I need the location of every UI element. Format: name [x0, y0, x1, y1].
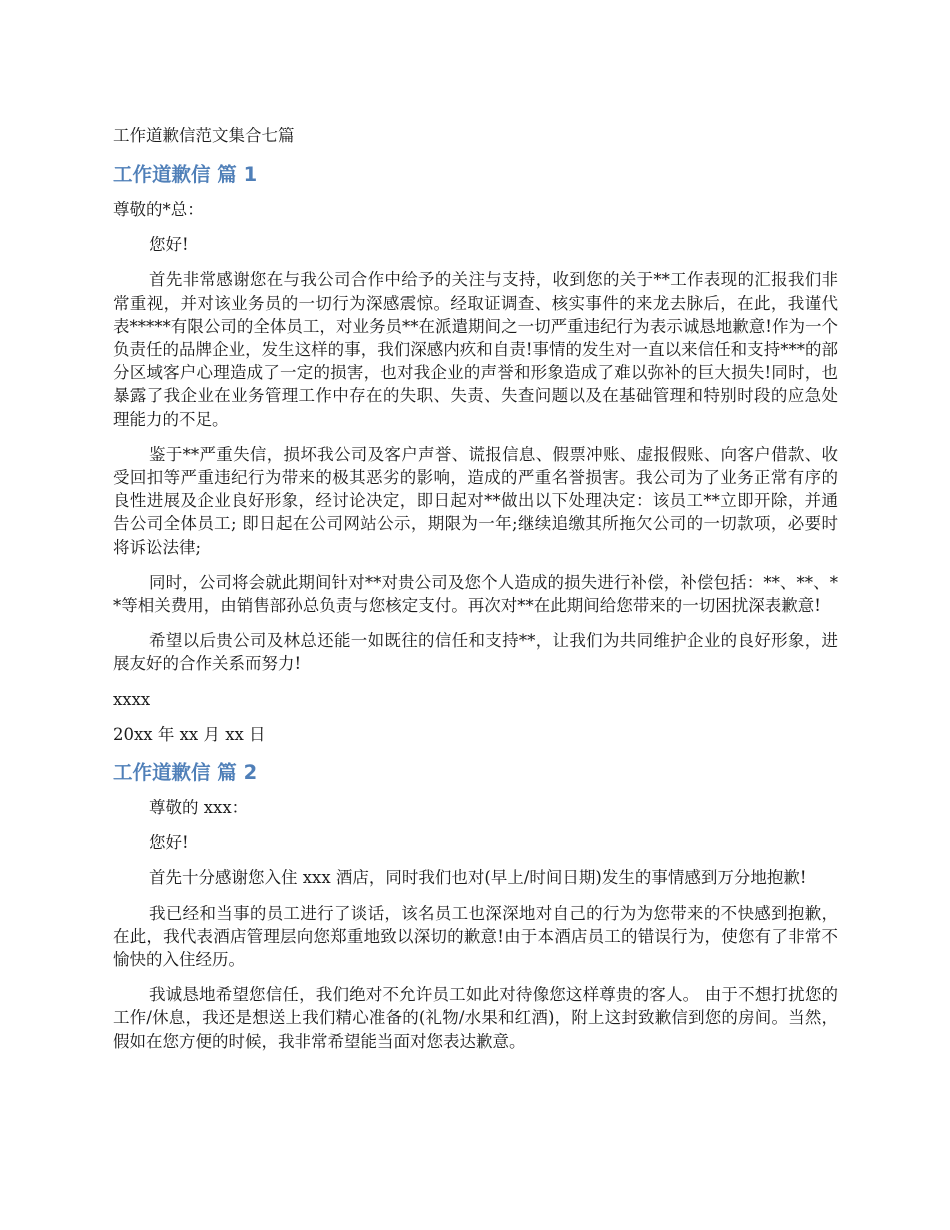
document-title: 工作道歉信范文集合七篇 [113, 126, 295, 145]
letter-paragraph: 鉴于**严重失信，损坏我公司及客户声誉、谎报信息、假票冲账、虚报假账、向客户借款、收受回扣等严重违纪行为带来的极其恶劣的影响，造成的严重名誉损害。我公司为了业务正常有序的良性进展及企业良好形象，经讨论决定，即日起对**做出以下处理决定：该员工**立即开除，并通告公司全体员工; 即日起在公司网站公示，期限为一年;继续追缴其所拖欠公司的一切款项，必要时将诉讼法律; [113, 444, 838, 557]
letter-section-2 [113, 760, 838, 1053]
letter-paragraph: 首先十分感谢您入住 xxx 酒店，同时我们也对(早上/时间日期)发生的事情感到万分地抱歉! [149, 868, 807, 888]
letter-greeting: 您好! [149, 833, 189, 853]
letter-salutation: 尊敬的 xxx： [149, 798, 249, 818]
letter-salutation: 尊敬的*总： [113, 200, 204, 219]
letter-paragraph: 希望以后贵公司及林总还能一如既往的信任和支持**，让我们为共同维护企业的良好形象，进展友好的合作关系而努力! [113, 631, 838, 674]
letter-paragraph: 我诚恳地希望您信任，我们绝对不允许员工如此对待像您这样尊贵的客人。 由于不想打扰您的工作/休息，我还是想送上我们精心准备的(礼物/水果和红酒)，附上这封致歉信到您的房间。当然，假如在您方便的时候，我非常希望能当面对您表达歉意。 [113, 985, 838, 1051]
letter-paragraph: 我已经和当事的员工进行了谈话，该名员工也深深地对自己的行为为您带来的不快感到抱歉，在此，我代表酒店管理层向您郑重地致以深切的歉意!由于本酒店员工的错误行为，使您有了非常不愉快的入住经历。 [113, 903, 838, 970]
section-heading: 工作道歉信 篇 2 [113, 761, 258, 785]
letter-section-1 [113, 162, 838, 746]
document-page [113, 124, 838, 1065]
section-heading: 工作道歉信 篇 1 [113, 163, 258, 186]
letter-paragraph: 首先非常感谢您在与我公司合作中给予的关注与支持，收到您的关于**工作表现的汇报我们非常重视，并对该业务员的一切行为深感震惊。经取证调查、核实事件的来龙去脉后，在此，我谨代表*****有限公司的全体员工，对业务员**在派遣期间之一切严重违纪行为表示诚恳地歉意!作为一个负责任的品牌企业，发生这样的事，我们深感内疚和自责!事情的发生对一直以来信任和支持***的部分区域客户心理造成了一定的损害，也对我企业的声誉和形象造成了难以弥补的巨大损失!同时，也暴露了我企业在业务管理工作中存在的失职、失责、失查问题以及在基础管理和特别时段的应急处理能力的不足。 [113, 270, 838, 429]
letter-greeting: 您好! [149, 235, 189, 255]
letter-paragraph: 同时，公司将会就此期间针对**对贵公司及您个人造成的损失进行补偿，补偿包括：**、**、**等相关费用，由销售部孙总负责与您核定支付。再次对**在此期间给您带来的一切困扰深表歉意! [113, 572, 838, 616]
letter-date: 20xx 年 xx 月 xx 日 [113, 724, 266, 744]
letter-signature: xxxx [113, 689, 151, 709]
